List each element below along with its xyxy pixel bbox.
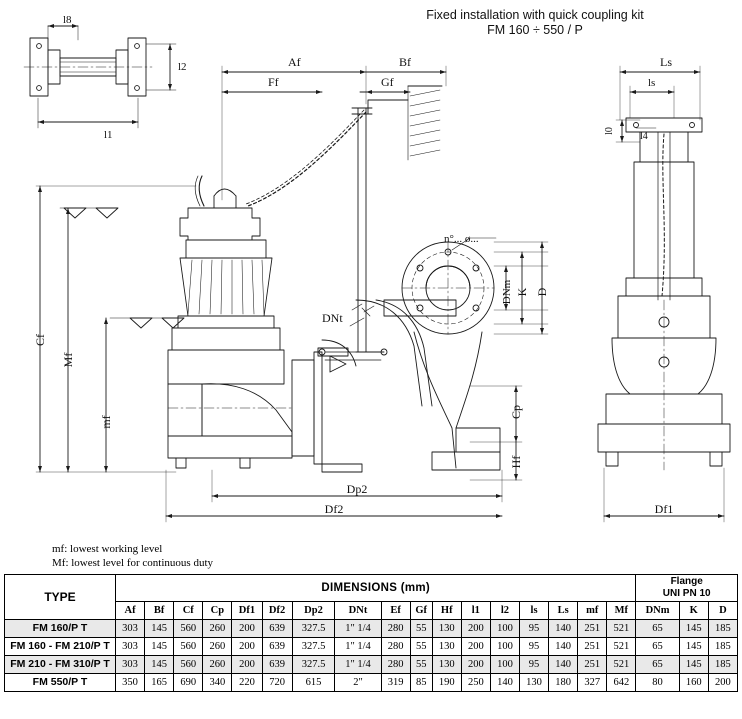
col-Ls: Ls [549, 602, 578, 620]
row-model: FM 210 - FM 310/P T [5, 656, 116, 674]
cell: 1" 1/4 [335, 656, 381, 674]
cell: 200 [461, 620, 490, 638]
cell: 615 [292, 674, 335, 692]
cell: 140 [490, 674, 519, 692]
cell: 280 [381, 638, 410, 656]
cell: 560 [174, 620, 203, 638]
cell: 80 [636, 674, 679, 692]
col-D: D [708, 602, 737, 620]
cell: 130 [432, 620, 461, 638]
cell: 639 [262, 656, 292, 674]
cell: 100 [490, 620, 519, 638]
col-Cp: Cp [203, 602, 232, 620]
cell: 251 [578, 638, 607, 656]
col-Gf: Gf [410, 602, 432, 620]
drawing-title-line2: FM 160 ÷ 550 / P [487, 23, 583, 37]
cell: 220 [232, 674, 262, 692]
col-l2: l2 [490, 602, 519, 620]
col-DNm: DNm [636, 602, 679, 620]
label-Df1: Df1 [654, 502, 674, 516]
dimensions-table [4, 574, 738, 692]
cell: 642 [607, 674, 636, 692]
cell: 185 [708, 638, 737, 656]
cell: 521 [607, 656, 636, 674]
cell: 145 [679, 656, 708, 674]
cell: 200 [232, 620, 262, 638]
dimensions-table-wrapper [4, 574, 738, 692]
cell: 200 [232, 638, 262, 656]
row-model: FM 550/P T [5, 674, 116, 692]
label-Ff: Ff [268, 75, 279, 89]
table-row [5, 656, 738, 674]
col-Mf: Mf [607, 602, 636, 620]
cell: 340 [203, 674, 232, 692]
col-Hf: Hf [432, 602, 461, 620]
cell: 1" 1/4 [335, 638, 381, 656]
header-flange-line1: Flange [670, 576, 703, 587]
cell: 55 [410, 656, 432, 674]
label-Dp2: Dp2 [346, 482, 368, 496]
note-mf: mf: lowest working level [52, 543, 163, 555]
cell: 560 [174, 638, 203, 656]
cell: 130 [432, 638, 461, 656]
table-row [5, 620, 738, 638]
cell: 560 [174, 656, 203, 674]
cell: 200 [461, 656, 490, 674]
drawing-title-line1: Fixed installation with quick coupling kit [426, 8, 644, 22]
label-l1: l1 [104, 129, 113, 141]
cell: 140 [549, 656, 578, 674]
col-Bf: Bf [145, 602, 174, 620]
col-DNt: DNt [335, 602, 381, 620]
cell: 350 [116, 674, 145, 692]
cell: 303 [116, 620, 145, 638]
cell: 327.5 [292, 620, 335, 638]
col-Dp2: Dp2 [292, 602, 335, 620]
cell: 185 [708, 620, 737, 638]
cell: 180 [549, 674, 578, 692]
header-flange-line2: UNI PN 10 [662, 588, 711, 599]
row-model: FM 160 - FM 210/P T [5, 638, 116, 656]
cell: 130 [432, 656, 461, 674]
label-l2: l2 [178, 61, 187, 73]
label-Bf: Bf [399, 55, 411, 69]
label-n-dia: n°... ø... [444, 233, 479, 245]
cell: 130 [520, 674, 549, 692]
label-l4: l4 [640, 131, 648, 142]
label-Af: Af [288, 55, 301, 69]
cell: 251 [578, 656, 607, 674]
cell: 690 [174, 674, 203, 692]
cell: 303 [116, 656, 145, 674]
cell: 145 [679, 620, 708, 638]
label-Mf: Mf [61, 352, 75, 368]
label-Hf: Hf [509, 455, 523, 469]
label-K: K [515, 287, 529, 297]
cell: 145 [145, 656, 174, 674]
cell: 140 [549, 620, 578, 638]
label-DNm: DNm [501, 279, 513, 305]
col-mf: mf [578, 602, 607, 620]
label-l0: l0 [604, 127, 615, 135]
col-Af: Af [116, 602, 145, 620]
col-Cf: Cf [174, 602, 203, 620]
label-DNt: DNt [322, 311, 343, 325]
col-K: K [679, 602, 708, 620]
cell: 521 [607, 638, 636, 656]
cell: 160 [679, 674, 708, 692]
label-mf: mf [99, 415, 113, 429]
table-group-header-row [5, 575, 738, 602]
cell: 327.5 [292, 656, 335, 674]
cell: 145 [145, 620, 174, 638]
col-ls: ls [520, 602, 549, 620]
cell: 100 [490, 656, 519, 674]
cell: 65 [636, 620, 679, 638]
cell: 639 [262, 620, 292, 638]
cell: 185 [708, 656, 737, 674]
cell: 521 [607, 620, 636, 638]
cell: 303 [116, 638, 145, 656]
cell: 55 [410, 620, 432, 638]
cell: 260 [203, 638, 232, 656]
cell: 200 [232, 656, 262, 674]
label-Cp: Cp [509, 404, 523, 420]
header-dimensions: DIMENSIONS (mm) [116, 575, 636, 602]
row-model: FM 160/P T [5, 620, 116, 638]
col-l1: l1 [461, 602, 490, 620]
cell: 190 [432, 674, 461, 692]
cell: 100 [490, 638, 519, 656]
cell: 250 [461, 674, 490, 692]
cell: 95 [520, 620, 549, 638]
cell: 260 [203, 620, 232, 638]
cell: 720 [262, 674, 292, 692]
cell: 251 [578, 620, 607, 638]
label-l8: l8 [63, 14, 72, 26]
col-Ef: Ef [381, 602, 410, 620]
table-row [5, 638, 738, 656]
cell: 1" 1/4 [335, 620, 381, 638]
label-ls: ls [648, 77, 656, 89]
label-D: D [535, 287, 549, 297]
cell: 280 [381, 620, 410, 638]
label-Gf: Gf [381, 75, 394, 89]
cell: 327.5 [292, 638, 335, 656]
cell: 145 [145, 638, 174, 656]
cell: 65 [636, 638, 679, 656]
cell: 85 [410, 674, 432, 692]
cell: 140 [549, 638, 578, 656]
cell: 200 [708, 674, 737, 692]
drawing-title [370, 8, 700, 38]
cell: 327 [578, 674, 607, 692]
cell: 165 [145, 674, 174, 692]
cell: 145 [679, 638, 708, 656]
cell: 280 [381, 656, 410, 674]
cell: 2" [335, 674, 381, 692]
cell: 200 [461, 638, 490, 656]
col-Df2: Df2 [262, 602, 292, 620]
cell: 55 [410, 638, 432, 656]
header-flange [636, 575, 738, 602]
cell: 639 [262, 638, 292, 656]
cell: 260 [203, 656, 232, 674]
note-Mf: Mf: lowest level for continuous duty [52, 557, 214, 569]
header-type: TYPE [5, 575, 116, 620]
label-Df2: Df2 [324, 502, 344, 516]
label-Cf: Cf [33, 334, 47, 346]
cell: 95 [520, 656, 549, 674]
label-Ls: Ls [660, 55, 672, 69]
cell: 65 [636, 656, 679, 674]
table-row [5, 674, 738, 692]
col-Df1: Df1 [232, 602, 262, 620]
cell: 319 [381, 674, 410, 692]
cell: 95 [520, 638, 549, 656]
